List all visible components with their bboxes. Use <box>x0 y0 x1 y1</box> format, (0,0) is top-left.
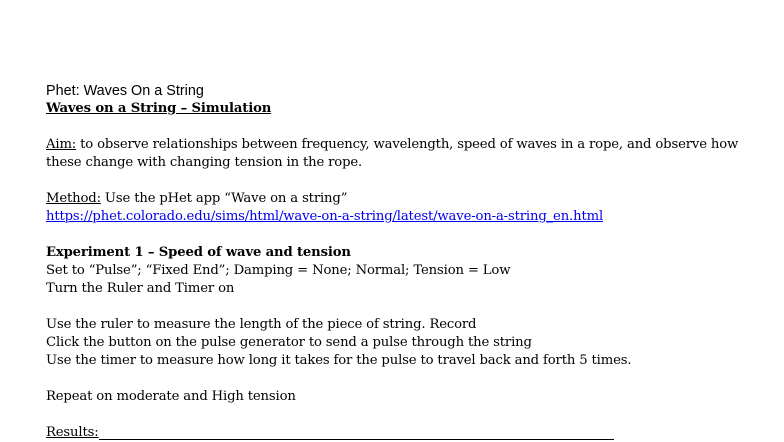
aim-label: Aim: <box>46 137 77 152</box>
experiment-1-setup-1: Set to “Pulse”; “Fixed End”; Damping = None; Normal; Tension = Low <box>46 263 511 278</box>
document-heading: Phet: Waves On a String <box>46 83 204 99</box>
experiment-1-title: Experiment 1 – Speed of wave and tension <box>46 245 351 260</box>
aim-line-1 <box>46 136 738 154</box>
experiment-1-step-2: Click the button on the pulse generator to send a pulse through the string <box>46 335 532 350</box>
experiment-1-step-3: Use the timer to measure how long it takes for the pulse to travel back and forth 5 times. <box>46 353 632 368</box>
results-label: Results: <box>46 425 99 440</box>
method-link-line <box>46 208 603 226</box>
aim-line-2: these change with changing tension in the rope. <box>46 155 363 170</box>
aim-text-1: to observe relationships between frequency, wavelength, speed of waves in a rope, and observe how <box>76 137 739 152</box>
method-label: Method: <box>46 191 101 206</box>
experiment-1-repeat: Repeat on moderate and High tension <box>46 389 296 404</box>
method-line <box>46 190 347 208</box>
method-text: Use the pHet app “Wave on a string” <box>100 191 348 206</box>
results-answer-line <box>99 439 614 440</box>
experiment-1-step-1: Use the ruler to measure the length of the piece of string. Record <box>46 317 477 332</box>
document-title: Waves on a String – Simulation <box>46 101 272 116</box>
experiment-1-setup-2: Turn the Ruler and Timer on <box>46 281 235 296</box>
phet-simulation-link[interactable]: https://phet.colorado.edu/sims/html/wave-on-a-string/latest/wave-on-a-string_en.html <box>46 209 604 224</box>
